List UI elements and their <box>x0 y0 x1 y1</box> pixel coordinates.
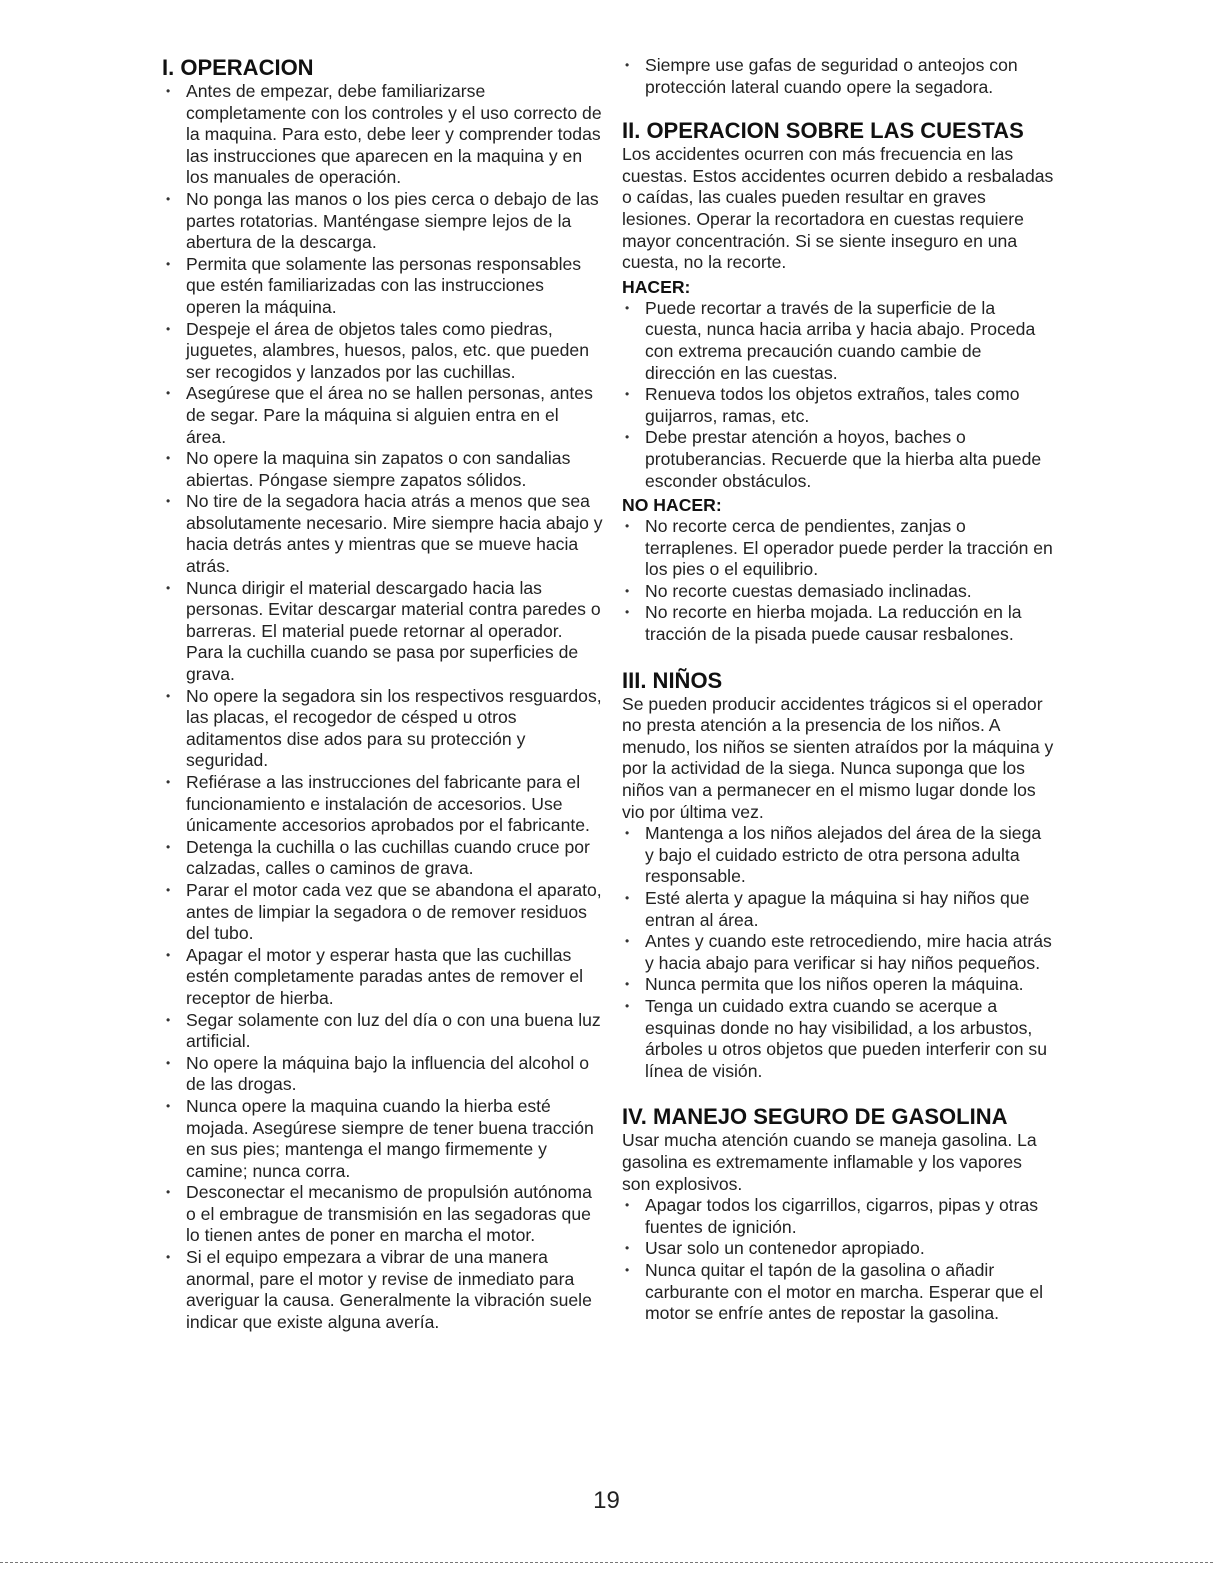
bullet-icon: • <box>625 934 630 949</box>
list-item: • Esté alerta y apague la máquina si hay niños que entran al área. <box>625 888 1030 930</box>
bullet-icon: • <box>625 891 630 905</box>
bullet-icon: • <box>166 947 171 962</box>
list-item: • Nunca opere la maquina cuando la hierba esté mojada. Asegúrese siempre de tener buena tracción en sus pies; mantenga el mango firmemente y camine; nunca corra. <box>166 1095 594 1181</box>
list-item: • Detenga la cuchilla o las cuchillas cuando cruce por calzadas, calles o caminos de grava. <box>166 836 590 879</box>
list-item: • Refiérase a las instrucciones del fabricante para el funcionamiento e instalación de accesorios. Use únicamente accesorios aprobados por el fabricante. <box>166 772 590 836</box>
bullet-icon: • <box>166 84 171 98</box>
left-column <box>163 55 603 1333</box>
bullet-icon: • <box>166 775 171 789</box>
list-item: • Tenga un cuidado extra cuando se acerque a esquinas donde no hay visibilidad, a los arbustos, árboles u otros objetos que pueden interferir con su línea de visión. <box>625 995 1047 1081</box>
bullet-icon: • <box>166 386 171 401</box>
bullet-icon: • <box>625 1262 630 1277</box>
list-item: • Asegúrese que el área no se hallen personas, antes de segar. Pare la máquina si alguien entra en el área. <box>166 383 593 447</box>
safety-glasses-list <box>622 55 1054 98</box>
right-column <box>622 55 1054 1325</box>
bullet-icon: • <box>166 321 171 336</box>
gasolina-intro: Usar mucha atención cuando se maneja gasolina. La gasolina es extremamente inflamable y los vapores son explosivos. <box>622 1130 1037 1194</box>
list-item: • Nunca quitar el tapón de la gasolina o añadir carburante con el motor en marcha. Esperar que el motor se enfríe antes de repostar la gasolina. <box>625 1259 1044 1324</box>
bullet-icon: • <box>625 300 630 315</box>
section-title-gasolina: IV. MANEJO SEGURO DE GASOLINA <box>622 1104 1008 1130</box>
bullet-icon: • <box>625 519 630 534</box>
bullet-icon: • <box>625 430 630 445</box>
list-item: • Si el equipo empezara a vibrar de una manera anormal, pare el motor y revise de inmediato para averiguar la causa. Generalmente la vibración suele indicar que existe alguna avería. <box>166 1247 592 1332</box>
list-item: • Debe prestar atención a hoyos, baches o protuberancias. Recuerde que la hierba alta puede esconder obstáculos. <box>625 427 1042 491</box>
bullet-icon: • <box>166 882 171 897</box>
bullet-icon: • <box>166 451 171 466</box>
bullet-icon: • <box>625 605 630 620</box>
gasolina-list <box>622 1195 1054 1325</box>
list-item: • Desconectar el mecanismo de propulsión autónoma o el embrague de transmisión en las segadoras que lo tienen antes de poner en marcha el motor. <box>166 1182 592 1246</box>
list-item: • No recorte en hierba mojada. La reducción en la tracción de la pisada puede causar resbalones. <box>625 602 1022 645</box>
bullet-icon: • <box>166 1250 171 1265</box>
list-item: • Antes y cuando este retrocediendo, mire hacia atrás y hacia abajo para verificar si hay niños pequeños. <box>625 931 1052 973</box>
list-item: • No tire de la segadora hacia atrás a menos que sea absolutamente necesario. Mire siempre hacia abajo y hacia detrás antes y mientras que se mueve hacia atrás. <box>166 491 603 577</box>
bottom-divider <box>0 1562 1213 1563</box>
do-subtitle: HACER: <box>622 276 691 297</box>
bullet-icon: • <box>625 977 630 992</box>
bullet-icon: • <box>625 1241 630 1256</box>
list-item: • Nunca dirigir el material descargado hacia las personas. Evitar descargar material contra paredes o barreras. El material puede retornar al operador. Para la cuchilla cuando se pasa por superficies de grava. <box>166 577 601 685</box>
bullet-icon: • <box>166 1098 171 1113</box>
dont-list <box>622 516 1054 646</box>
ninos-intro: Se pueden producir accidentes trágicos si el operador no presta atención a la presencia de los niños. A menudo, los niños se sienten atraídos por la máquina y por la actividad de la siega. Nunca suponga que los niños van a permanecer en el mismo lugar donde los vio por última vez. <box>622 693 1054 822</box>
bullet-icon: • <box>166 580 171 595</box>
list-item: • Renueva todos los objetos extraños, tales como guijarros, ramas, etc. <box>625 384 1020 426</box>
bullet-icon: • <box>625 1198 630 1213</box>
bullet-icon: • <box>166 191 171 206</box>
operacion-list <box>163 81 603 1333</box>
do-list <box>622 298 1054 492</box>
bullet-icon: • <box>625 998 630 1013</box>
list-item: • Mantenga a los niños alejados del área de la siega y bajo el cuidado estricto de otra persona adulta responsable. <box>625 823 1042 887</box>
list-item: • Apagar todos los cigarrillos, cigarros, pipas y otras fuentes de ignición. <box>625 1195 1039 1237</box>
bullet-icon: • <box>166 256 171 271</box>
list-item: • No opere la máquina bajo la influencia del alcohol o de las drogas. <box>166 1052 589 1095</box>
ninos-list <box>622 823 1054 1082</box>
list-item: • No ponga las manos o los pies cerca o debajo de las partes rotatorias. Manténgase siempre lejos de la abertura de la descarga. <box>166 188 599 253</box>
page-number: 19 <box>593 1487 620 1514</box>
list-item: • Usar solo un contenedor apropiado. <box>625 1238 925 1259</box>
list-item: • No opere la segadora sin los respectivos resguardos, las placas, el recogedor de césped u otros aditamentos dise ados para su protección y seguridad. <box>166 685 602 771</box>
bullet-icon: • <box>166 1185 171 1200</box>
bullet-icon: • <box>625 826 630 841</box>
bullet-icon: • <box>166 1055 171 1070</box>
list-item: • Puede recortar a través de la superficie de la cuesta, nunca hacia arriba y hacia abajo. Proceda con extrema precaución cuando cambie de dirección en las cuestas. <box>625 297 1036 383</box>
list-item: • Parar el motor cada vez que se abandona el aparato, antes de limpiar la segadora o de remover residuos del tubo. <box>166 879 602 944</box>
list-item: • Antes de empezar, debe familiarizarse completamente con los controles y el uso correcto de la maquina. Para esto, debe leer y comprender todas las instrucciones que aparecen en la maquina y en los manuales de operación. <box>166 81 602 188</box>
bullet-icon: • <box>625 58 630 72</box>
list-item: • No opere la maquina sin zapatos o con sandalias abiertas. Póngase siempre zapatos sólidos. <box>166 448 571 490</box>
cuestas-intro: Los accidentes ocurren con más frecuencia en las cuestas. Estos accidentes ocurren debido a resbaladas o caídas, las cuales pueden resultar en graves lesiones. Operar la recortadora en cuestas requiere mayor concentración. Si se siente inseguro en una cuesta, no la recorte. <box>622 144 1054 273</box>
bullet-icon: • <box>625 387 630 402</box>
list-item: • No recorte cuestas demasiado inclinadas. <box>625 580 972 601</box>
list-item: • No recorte cerca de pendientes, zanjas o terraplenes. El operador puede perder la tracción en los pies o el equilibrio. <box>625 516 1053 580</box>
bullet-icon: • <box>166 688 171 703</box>
list-item: • Despeje el área de objetos tales como piedras, juguetes, alambres, huesos, palos, etc. que pueden ser recogidos y lanzados por las cuchillas. <box>166 318 589 382</box>
dont-subtitle: NO HACER: <box>622 495 722 516</box>
bullet-icon: • <box>625 583 630 598</box>
bullet-icon: • <box>166 839 171 854</box>
bullet-icon: • <box>166 494 171 509</box>
list-item: • Nunca permita que los niños operen la máquina. <box>625 974 1024 995</box>
list-item: • Apagar el motor y esperar hasta que las cuchillas estén completamente paradas antes de remover el receptor de hierba. <box>166 944 584 1008</box>
section-title-ninos: III. NIÑOS <box>622 667 723 693</box>
list-item: • Siempre use gafas de seguridad o anteojos con protección lateral cuando opere la segadora. <box>625 55 1018 97</box>
bullet-icon: • <box>166 1012 171 1027</box>
section-title-operacion: I. OPERACION <box>162 55 314 80</box>
list-item: • Permita que solamente las personas responsables que estén familiarizadas con las instrucciones operen la máquina. <box>166 253 582 317</box>
list-item: • Segar solamente con luz del día o con una buena luz artificial. <box>166 1009 601 1052</box>
section-title-cuestas: II. OPERACION SOBRE LAS CUESTAS <box>622 118 1024 144</box>
